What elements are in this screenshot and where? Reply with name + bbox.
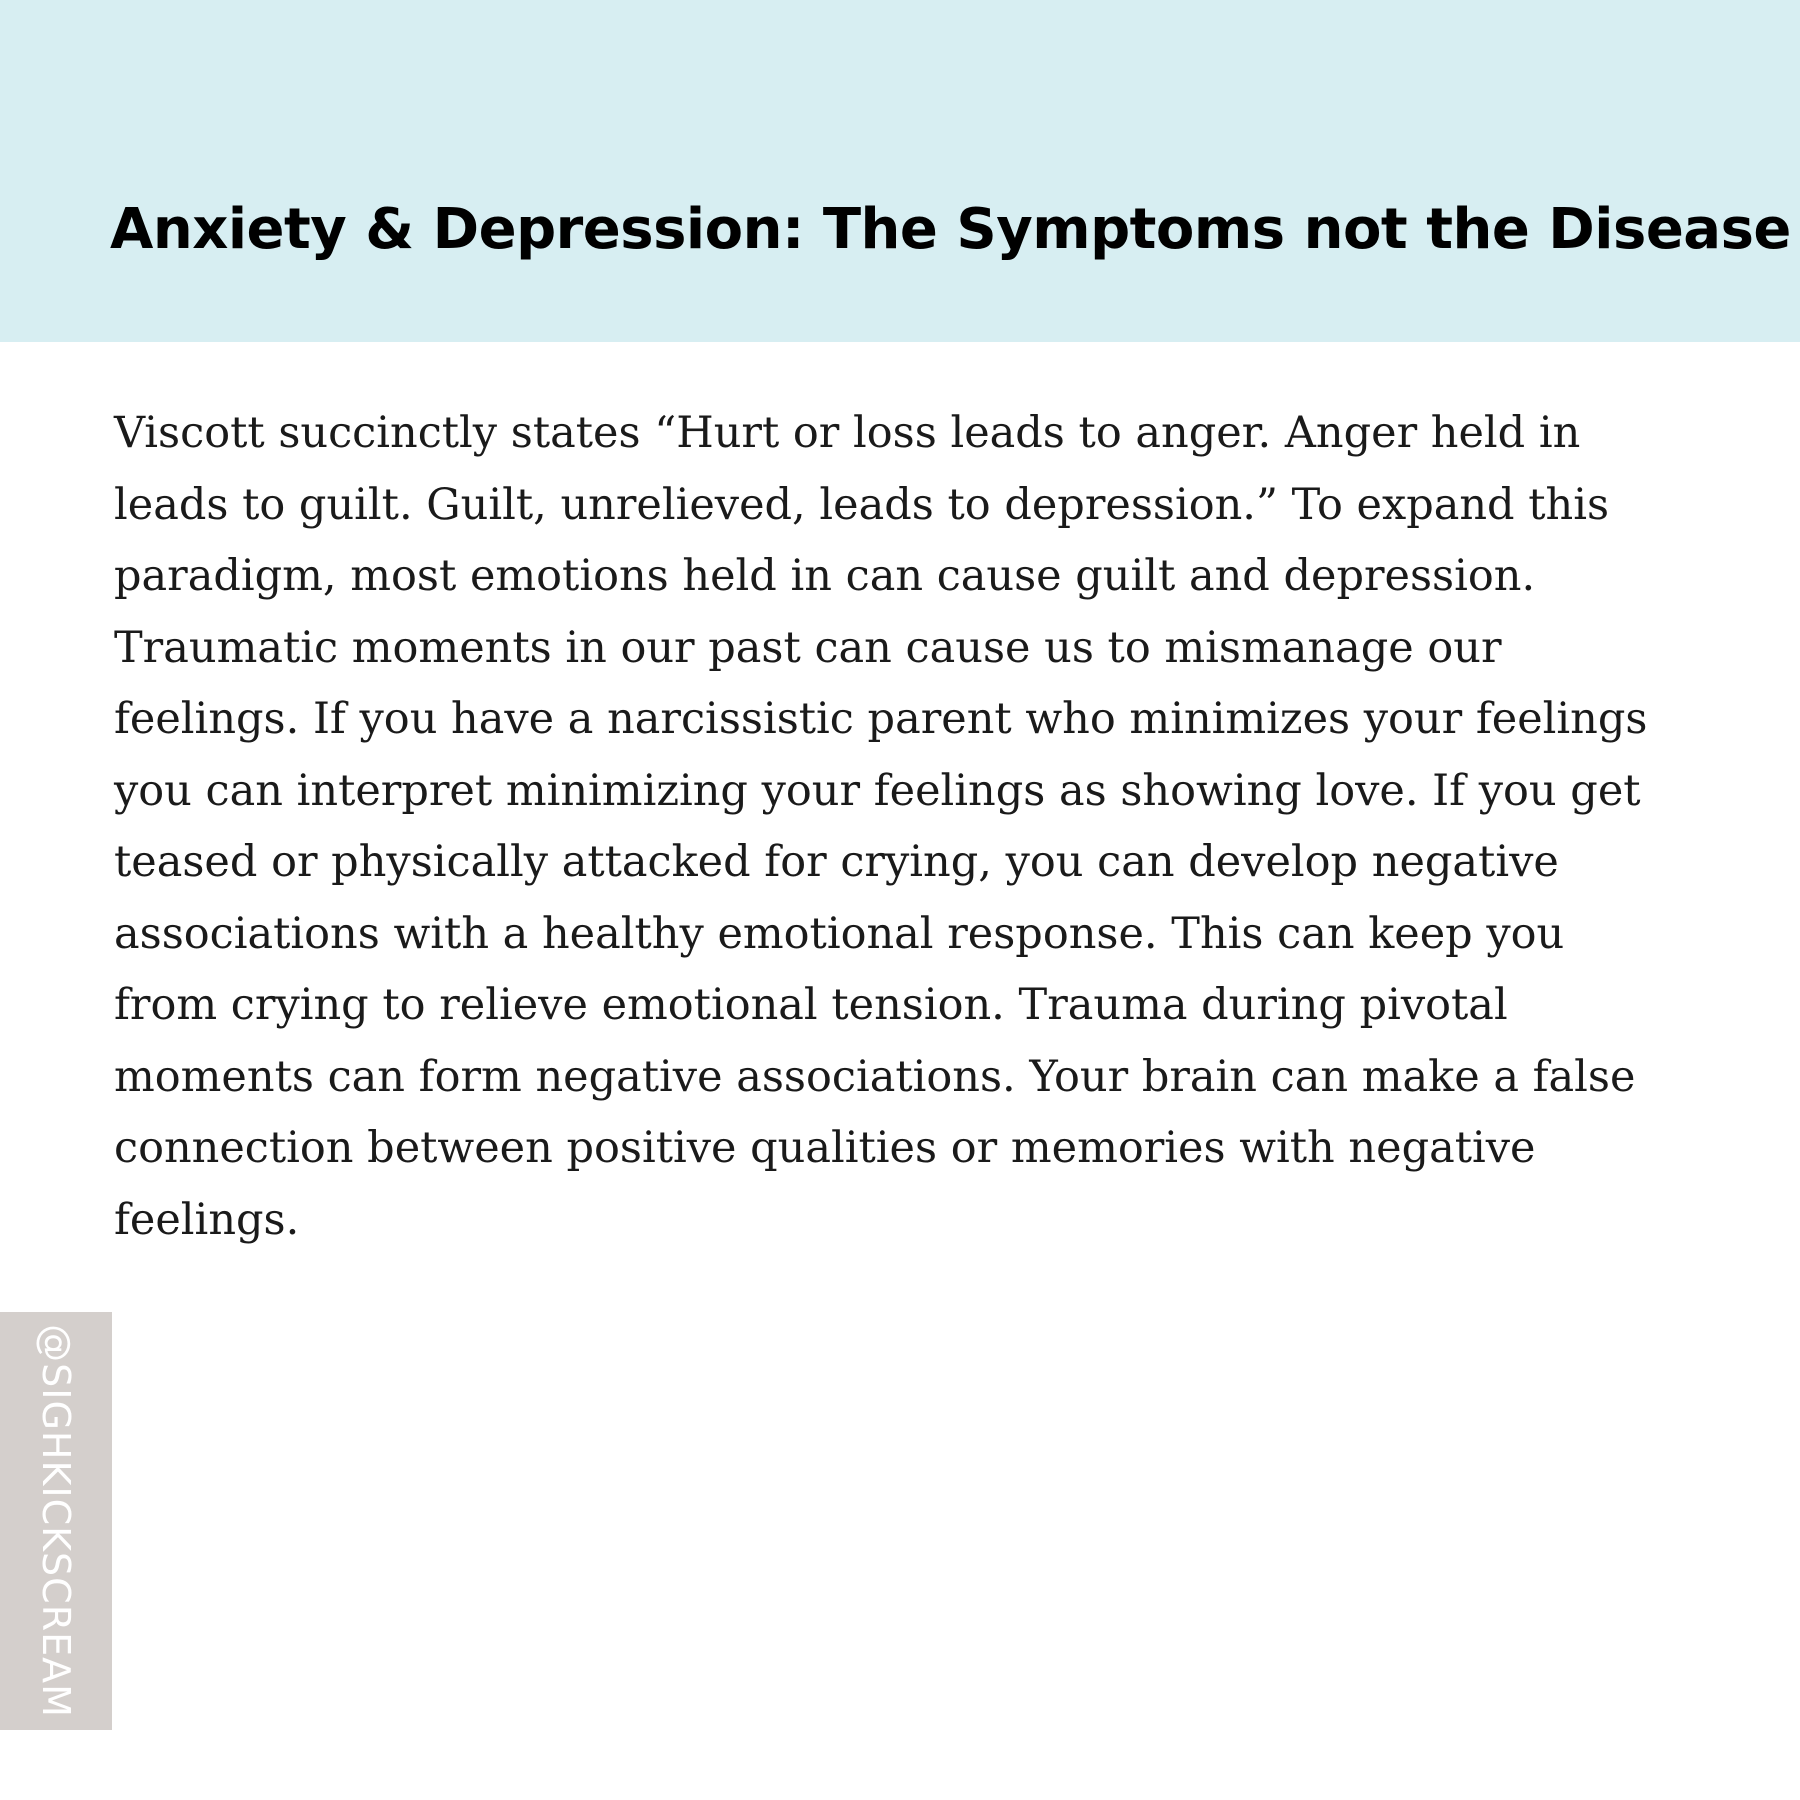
body-line: associations with a healthy emotional response. This can keep you [114,908,1565,959]
body-line: connection between positive qualities or memories with negative [114,1123,1536,1173]
body-line: paradigm, most emotions held in can cause guilt and depression. [114,551,1536,601]
social-handle: @SIGHKICKSCREAM [34,1324,78,1718]
page-title: Anxiety & Depression: The Symptoms not the Disease [110,197,1791,262]
body-line: you can interpret minimizing your feelings as showing love. If you get [114,765,1641,816]
body-line: Traumatic moments in our past can cause us to mismanage our [114,622,1502,673]
body-line: Viscott succinctly states “Hurt or loss leads to anger. Anger held in [114,408,1581,458]
body-line: leads to guilt. Guilt, unrelieved, leads to depression.” To expand this [114,479,1610,530]
body-line: feelings. If you have a narcissistic parent who minimizes your feelings [114,694,1648,744]
social-handle-tab [0,1312,112,1730]
body-line: teased or physically attacked for crying, you can develop negative [114,837,1559,887]
body-line: from crying to relieve emotional tension. Trauma during pivotal [114,980,1508,1030]
article-body [114,398,1648,1256]
header-band [0,0,1800,342]
body-line: moments can form negative associations. Your brain can make a false [114,1051,1636,1102]
body-line: feelings. [114,1194,300,1245]
